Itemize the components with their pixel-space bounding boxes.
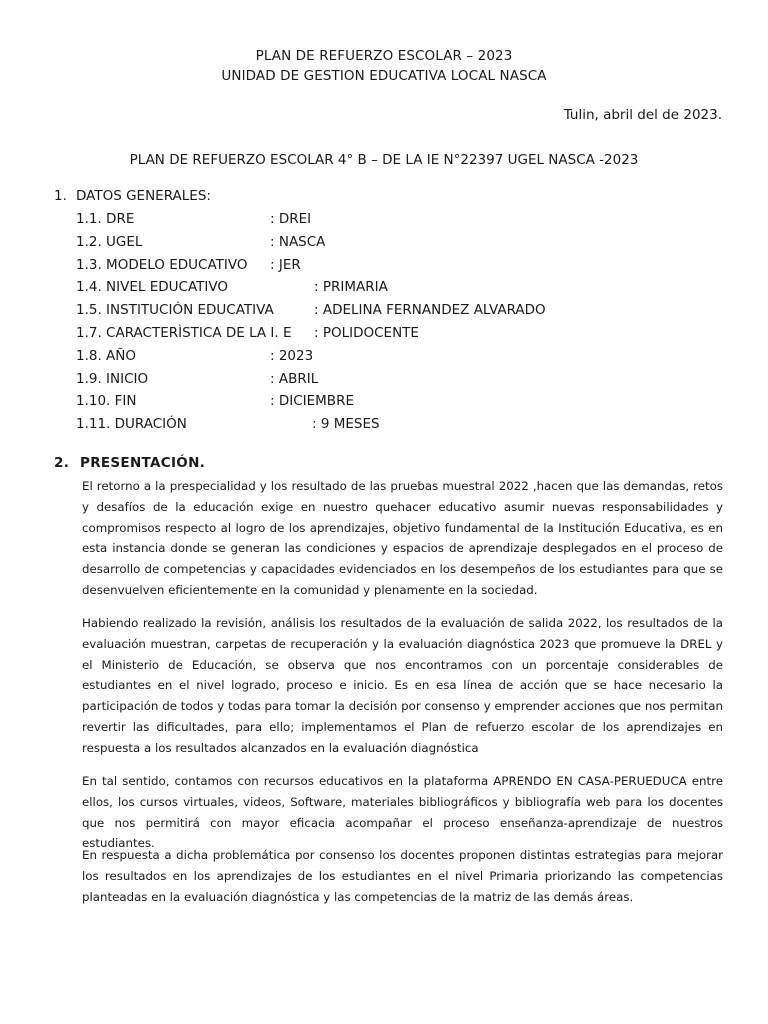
general-data-value: : ABRIL [270, 371, 319, 387]
section-1-number: 1. [54, 188, 67, 204]
general-data-value: : DICIEMBRE [270, 393, 354, 409]
general-data-key: 1.5. INSTITUCIÓN EDUCATIVA [76, 302, 274, 318]
document-header-subtitle: UNIDAD DE GESTION EDUCATIVA LOCAL NASCA [221, 68, 547, 84]
section-2-number: 2. [54, 455, 70, 471]
document-header-title: PLAN DE REFUERZO ESCOLAR – 2023 [255, 48, 513, 64]
general-data-value: : 2023 [270, 348, 314, 364]
general-data-key: 1.1. DRE [76, 211, 135, 227]
presentation-paragraph: En respuesta a dicha problemática por consenso los docentes proponen distintas estrategias para mejorar los resultados en los aprendizajes de los estudiantes en el nivel Primaria priorizando las competencias planteadas en la evaluación diagnóstica y las competencias de la matriz de las demás áreas. [82, 848, 723, 904]
general-data-value: : PRIMARIA [314, 279, 388, 295]
general-data-key: 1.3. MODELO EDUCATIVO [76, 257, 248, 273]
section-1-heading [54, 188, 211, 204]
section-2-title: PRESENTACIÓN. [80, 455, 206, 471]
general-data-key: 1.7. CARACTERÌSTICA DE LA I. E [76, 325, 292, 341]
general-data-value: : POLIDOCENTE [314, 325, 419, 341]
document-date: Tulin, abril del de 2023. [563, 107, 722, 123]
presentation-paragraph: En tal sentido, contamos con recursos educativos en la plataforma APRENDO EN CASA-PERUEDUCA entre ellos, los cursos virtuales, videos, Software, materiales bibliográficos y bibliografía web para los docentes que nos permitirá con mayor eficacia acompañar el proceso enseñanza-aprendizaje de nuestros estudiantes. [82, 774, 723, 851]
general-data-key: 1.8. AÑO [76, 348, 137, 364]
general-data-key: 1.10. FIN [76, 393, 137, 409]
general-data-key: 1.9. INICIO [76, 371, 149, 387]
presentation-paragraph: Habiendo realizado la revisión, análisis los resultados de la evaluación de salida 2022, los resultados de la evaluación muestran, carpetas de recuperación y la evaluación diagnóstica 2023 que promueve la DREL y el Ministerio de Educación, se observa que nos encontramos con un porcentaje considerables de estudiantes en el nivel logrado, proceso e inicio. Es en esa línea de acción que se hace necesario la participación de todos y todas para tomar la decisión por consenso y emprender acciones que nos permitan revertir las dificultades, para ello; implementamos el Plan de refuerzo escolar de los aprendizajes en respuesta a los resultados alcanzados en la evaluación diagnóstica [82, 616, 723, 755]
general-data-key: 1.2. UGEL [76, 234, 143, 250]
general-data-value: : NASCA [270, 234, 326, 250]
general-data-value: : 9 MESES [312, 416, 380, 432]
section-2-heading [54, 455, 205, 471]
presentation-paragraph: El retorno a la prespecialidad y los resultado de las pruebas muestral 2022 ,hacen que las demandas, retos y desafíos de la educación exige en nuestro quehacer educativo asumir nuevas responsabilidades y compromisos respecto al logro de los aprendizajes, objetivo fundamental de la Institución Educativa, es en esta instancia donde se generan las condiciones y espacios de aprendizaje desplegados en el proceso de desarrollo de competencias y capacidades evidenciados en los desempeños de los estudiantes para que se desenvuelven eficientemente en la comunidad y plenamente en la sociedad. [82, 479, 723, 597]
general-data-value: : JER [270, 257, 301, 273]
general-data-value: : ADELINA FERNANDEZ ALVARADO [314, 302, 546, 318]
section-1-title: DATOS GENERALES: [76, 188, 211, 204]
plan-title: PLAN DE REFUERZO ESCOLAR 4° B – DE LA IE N°22397 UGEL NASCA -2023 [129, 152, 639, 168]
general-data-key: 1.11. DURACIÓN [76, 416, 187, 432]
general-data-value: : DREI [270, 211, 312, 227]
general-data-key: 1.4. NIVEL EDUCATIVO [76, 279, 228, 295]
